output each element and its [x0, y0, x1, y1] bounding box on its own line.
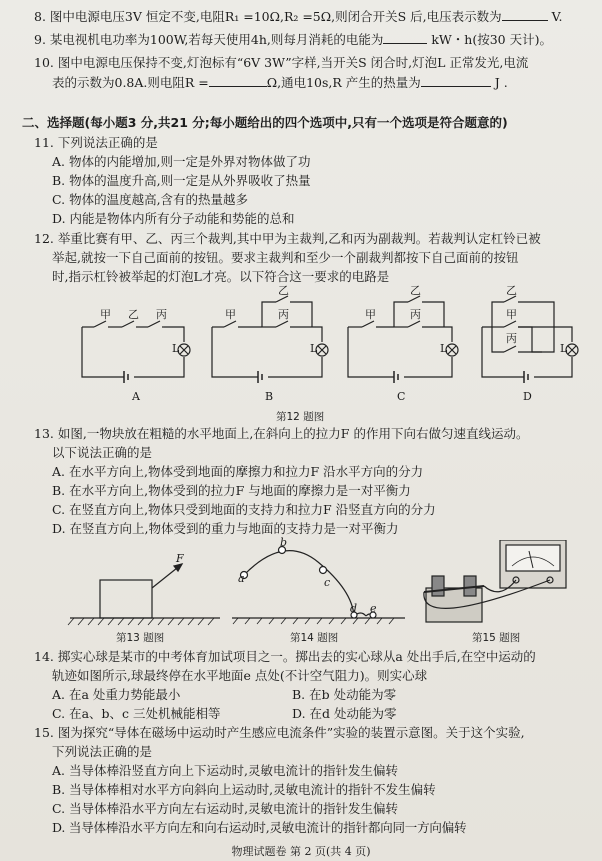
switch-label: 乙: [410, 284, 421, 297]
figure-caption: 第14 题图: [290, 632, 339, 644]
switch-label: 丙: [506, 332, 517, 345]
option-a[interactable]: A. 当导体棒沿竖直方向上下运动时,灵敏电流计的指针发生偏转: [52, 763, 398, 778]
switch-label: 甲: [225, 308, 236, 321]
question-8-text: 8. 图中电源电压3V 恒定不变,电阻R₁ =10Ω,R₂ =5Ω,则闭合开关S 后,电压表示数为: [34, 9, 502, 24]
option-c[interactable]: C. 在竖直方向上,物体只受到地面的支持力和拉力F 沿竖直方向的分力: [52, 502, 436, 517]
lamp-label: L: [310, 342, 318, 355]
question-12-line3: 时,指示杠铃被举起的灯泡L才亮。以下符合这一要求的电路是: [52, 269, 390, 284]
unit: kW・h(按30 天计)。: [431, 32, 552, 47]
lamp-label: L: [172, 342, 180, 355]
option-b[interactable]: B. 当导体棒相对水平方向斜向上运动时,灵敏电流计的指针不发生偏转: [52, 782, 436, 797]
point-label: b: [280, 536, 288, 549]
question-10-line1: 10. 图中电源电压保持不变,灯泡标有“6V 3W”字样,当开关S 闭合时,灯泡L 正常发光,电流: [34, 55, 529, 70]
circuit-d: [482, 296, 578, 383]
question-10-text: 表的示数为0.8A.则电阻R =: [52, 75, 209, 90]
page-footer: 物理试题卷 第 2 页(共 4 页): [231, 845, 371, 858]
question-15-line1: 15. 图为探究“导体在磁场中运动时产生感应电流条件”实验的装置示意图。关于这个实验,: [34, 725, 525, 740]
section-heading: 二、选择题(每小题3 分,共21 分;每小题给出的四个选项中,只有一个选项是符合题意的): [22, 115, 508, 130]
answer-blank[interactable]: [421, 74, 491, 87]
switch-label: 乙: [278, 284, 289, 297]
circuit-option-letter: B: [265, 390, 274, 403]
question-14-line2: 轨迹如图所示,球最终停在水平地面e 点处(不计空气阻力)。则实心球: [52, 668, 428, 683]
switch-label: 乙: [128, 308, 139, 321]
question-12-line2: 举起,就按一下自己面前的按钮。要求主裁判和至少一个副裁判都按下自己面前的按钮: [52, 250, 519, 265]
option-d[interactable]: D. 在d 处动能为零: [292, 706, 397, 721]
option-d[interactable]: D. 当导体棒沿水平方向左和向右运动时,灵敏电流计的指针都向同一方向偏转: [52, 820, 467, 835]
circuit-option-letter: C: [397, 390, 406, 403]
option-d[interactable]: D. 在竖直方向上,物体受到的重力与地面的支持力是一对平衡力: [52, 521, 399, 536]
option-b[interactable]: B. 物体的温度升高,则一定是从外界吸收了热量: [52, 173, 311, 188]
point-label: c: [324, 576, 331, 589]
circuit-diagrams-figure: [72, 282, 592, 412]
option-a[interactable]: A. 物体的内能增加,则一定是外界对物体做了功: [52, 154, 311, 169]
trajectory-diagram: [232, 547, 405, 625]
question-9: [34, 31, 552, 48]
circuit-option-letter: A: [132, 390, 140, 403]
option-b[interactable]: B. 在b 处动能为零: [292, 687, 397, 702]
question-15-line2: 下列说法正确的是: [52, 744, 153, 759]
question-13-line2: 以下说法正确的是: [52, 445, 153, 460]
question-10-line2: [52, 74, 508, 91]
switch-label: 丙: [156, 308, 167, 321]
figure-caption: 第13 题图: [116, 632, 165, 644]
answer-blank[interactable]: [502, 8, 548, 21]
question-11-stem: 11. 下列说法正确的是: [34, 135, 158, 150]
question-13-line1: 13. 如图,一物块放在粗糙的水平地面上,在斜向上的拉力F 的作用下向右做匀速直线运动。: [34, 426, 529, 441]
lamp-label: L: [560, 342, 568, 355]
option-a[interactable]: A. 在a 处重力势能最小: [52, 687, 181, 702]
point-label: a: [238, 572, 245, 585]
question-9-text: 9. 某电视机电功率为100W,若每天使用4h,则每月消耗的电能为: [34, 32, 384, 47]
point-label: d: [350, 602, 358, 615]
answer-blank[interactable]: [383, 31, 427, 44]
circuit-option-letter: D: [523, 390, 532, 403]
force-label: F: [176, 552, 184, 565]
block-diagram: [68, 564, 220, 625]
figures-13-15: [60, 540, 600, 640]
option-a[interactable]: A. 在水平方向上,物体受到地面的摩擦力和拉力F 沿水平方向的分力: [52, 464, 424, 479]
switch-label: 甲: [100, 308, 111, 321]
question-14-line1: 14. 掷实心球是某市的中考体育加试项目之一。掷出去的实心球从a 处出手后,在空中运动的: [34, 649, 536, 664]
switch-label: 丙: [410, 308, 421, 321]
option-b[interactable]: B. 在水平方向上,物体受到的拉力F 与地面的摩擦力是一对平衡力: [52, 483, 411, 498]
option-c[interactable]: C. 在a、b、c 三处机械能相等: [52, 706, 221, 721]
figure-caption: 第12 题图: [276, 411, 325, 423]
lamp-label: L: [440, 342, 448, 355]
option-c[interactable]: C. 当导体棒沿水平方向左右运动时,灵敏电流计的指针发生偏转: [52, 801, 399, 816]
apparatus-diagram: [424, 540, 566, 622]
point-label: e: [370, 602, 377, 615]
switch-label: 甲: [365, 308, 376, 321]
question-12-line1: 12. 举重比赛有甲、乙、丙三个裁判,其中甲为主裁判,乙和丙为副裁判。若裁判认定杠铃已被: [34, 231, 541, 246]
option-c[interactable]: C. 物体的温度越高,含有的热量越多: [52, 192, 249, 207]
option-d[interactable]: D. 内能是物体内所有分子动能和势能的总和: [52, 211, 295, 226]
figure-caption: 第15 题图: [472, 632, 521, 644]
question-8: [34, 8, 562, 25]
unit: V.: [551, 9, 563, 24]
switch-label: 乙: [506, 284, 517, 297]
question-10-text: Ω,通电10s,R 产生的热量为: [266, 75, 421, 90]
switch-label: 甲: [506, 308, 517, 321]
answer-blank[interactable]: [209, 74, 267, 87]
unit: J .: [494, 75, 508, 90]
switch-label: 丙: [278, 308, 289, 321]
